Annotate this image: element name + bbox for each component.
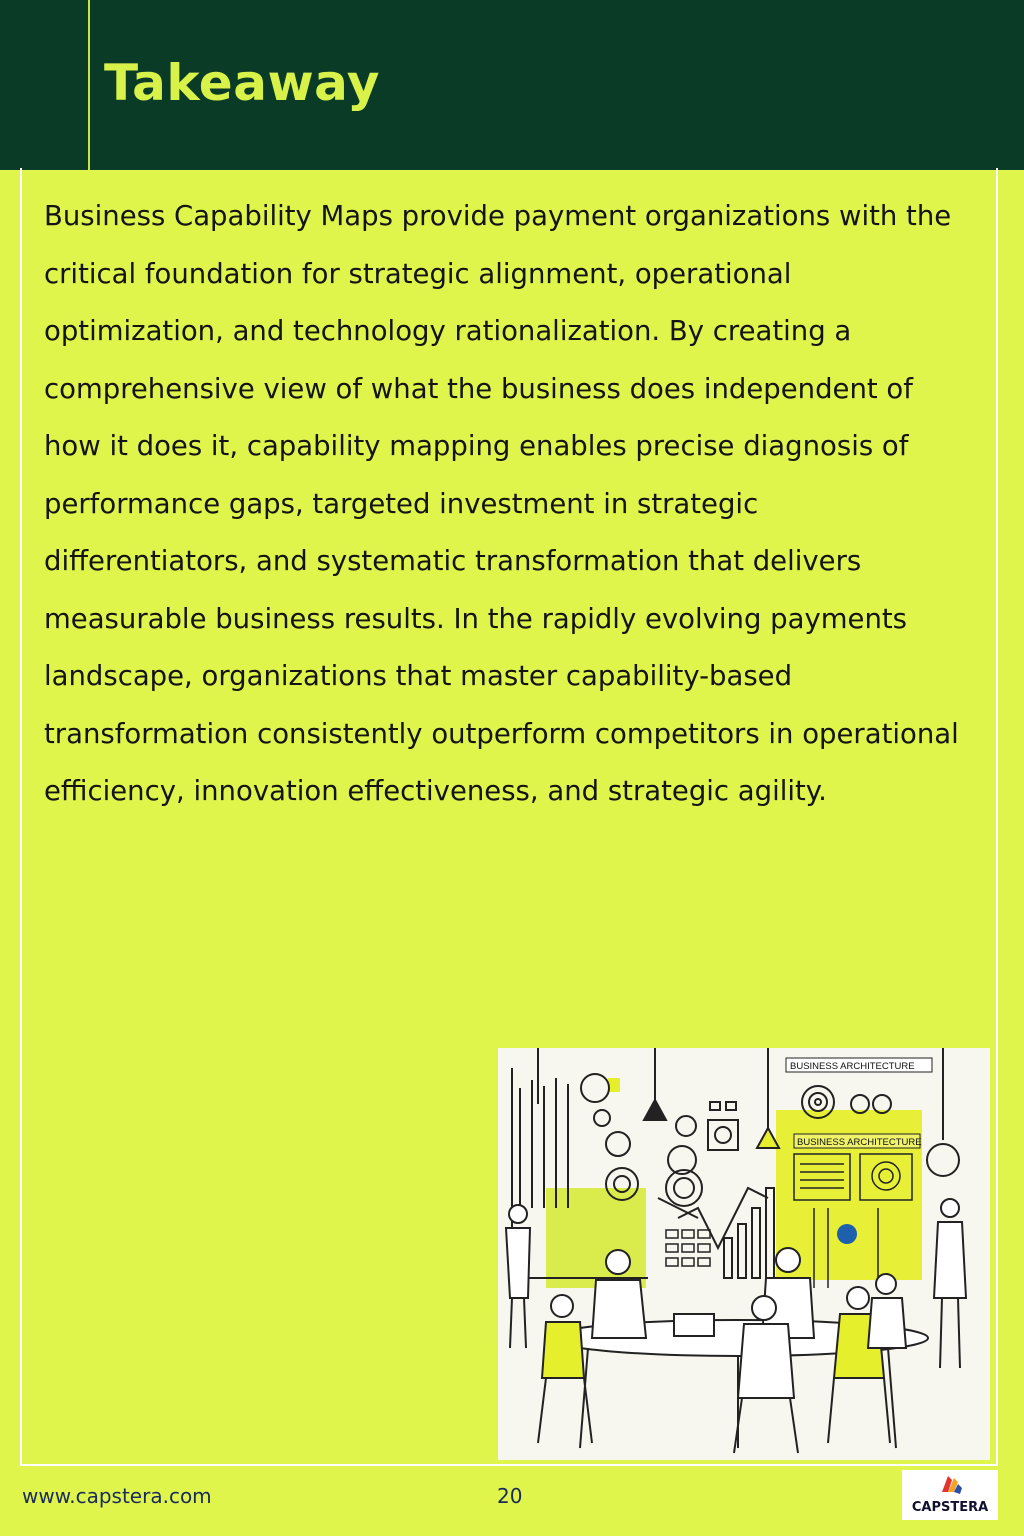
- page-header: [0, 0, 1024, 170]
- takeaway-paragraph: Business Capability Maps provide payment organizations with the critical foundation for strategic alignment, operational optimization, and technology rationalization. By creating a comprehensive view of what the business does independent of how it does it, capability mapping enables precise diagnosis of performance gaps, targeted investment in strategic differentiators, and systematic transformation that delivers measurable business results. In the rapidly evolving payments landscape, organizations that master capability-based transformation consistently outperform competitors in operational efficiency, innovation effectiveness, and strategic agility.: [44, 200, 959, 807]
- illustration-label-top: BUSINESS ARCHITECTURE: [790, 1061, 915, 1072]
- capstera-logo-icon: [902, 1470, 998, 1500]
- footer-website[interactable]: www.capstera.com: [22, 1484, 212, 1508]
- meeting-illustration: [498, 1048, 990, 1460]
- page-number: 20: [497, 1484, 523, 1508]
- illustration-label-mid: BUSINESS ARCHITECTURE: [797, 1137, 922, 1148]
- capstera-logo: [902, 1470, 998, 1520]
- page-title: Takeaway: [104, 54, 380, 112]
- logo-text: CAPSTERA: [911, 1500, 989, 1515]
- header-divider: [88, 0, 90, 170]
- illustration-svg: [498, 1048, 990, 1460]
